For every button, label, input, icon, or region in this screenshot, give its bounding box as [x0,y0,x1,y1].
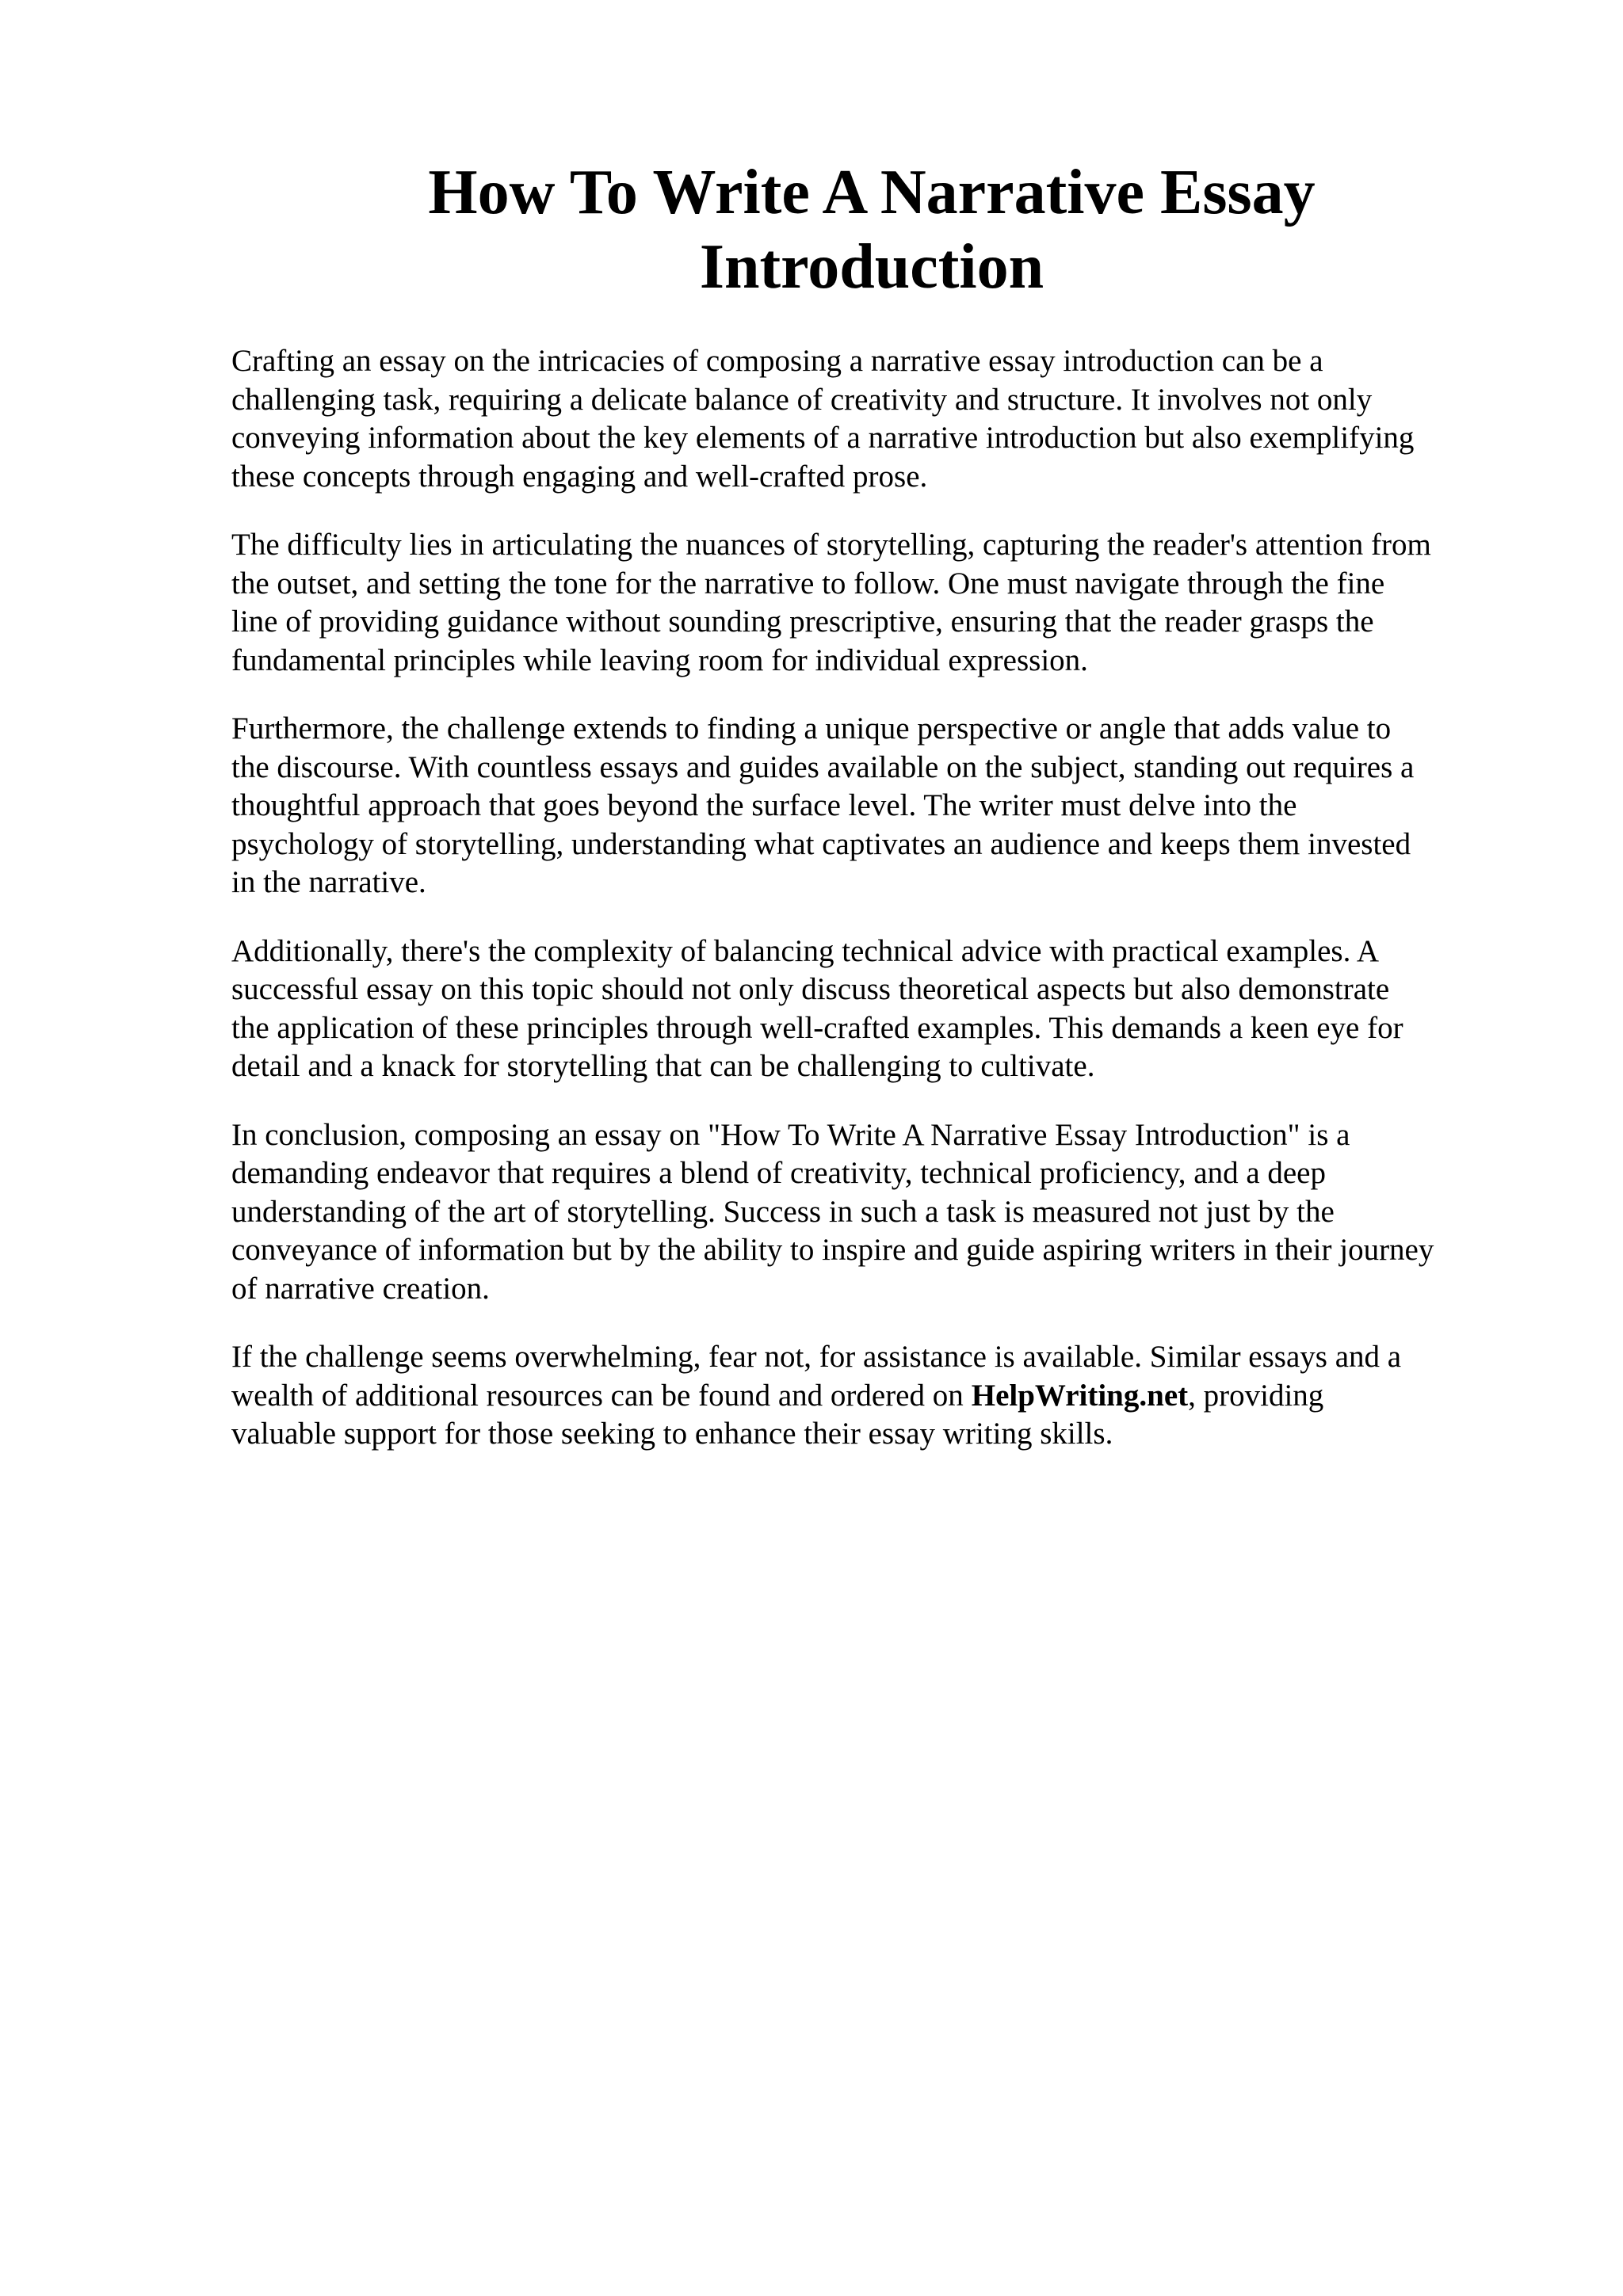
text-line: in the narrative. [231,865,426,899]
text-line: Crafting an essay on the intricacies of composing a narrative essay introduction can be a [231,344,1323,378]
text-line: of narrative creation. [231,1271,490,1306]
paragraph-6 [231,1338,1523,1454]
text-line: Furthermore, the challenge extends to finding a unique perspective or angle that adds value to [231,711,1392,746]
document-title [230,155,1514,304]
text-line: psychology of storytelling, understanding what captivates an audience and keeps them invested [231,826,1411,861]
title-line: Introduction [699,232,1044,302]
paragraph-2 [231,526,1523,680]
text-line: valuable support for those seeking to enhance their essay writing skills. [231,1417,1113,1451]
paragraph-5 [231,1116,1523,1309]
text-line: Additionally, there's the complexity of balancing technical advice with practical examples. A [231,933,1380,968]
text-line: If the challenge seems overwhelming, fear not, for assistance is available. Similar essays and a [231,1340,1402,1374]
text-line: understanding of the art of storytelling. Success in such a task is measured not just by the [231,1194,1335,1229]
text-line: demanding endeavor that requires a blend of creativity, technical proficiency, and a deep [231,1156,1326,1190]
text-line: detail and a knack for storytelling that can be challenging to cultivate. [231,1049,1095,1083]
text-line: challenging task, requiring a delicate balance of creativity and structure. It involves not only [231,382,1373,417]
title-line: How To Write A Narrative Essay [428,158,1316,227]
helpwriting-link[interactable]: HelpWriting.net [971,1378,1189,1413]
text-line: thoughtful approach that goes beyond the surface level. The writer must delve into the [231,788,1297,822]
text-line: these concepts through engaging and well-crafted prose. [231,459,928,494]
document-body [231,342,1523,1484]
paragraph-1 [231,342,1523,496]
text-line: successful essay on this topic should not only discuss theoretical aspects but also demonstrate [231,972,1390,1006]
text-fragment: , providing [1188,1378,1324,1413]
text-line: line of providing guidance without sounding prescriptive, ensuring that the reader grasps the [231,605,1374,639]
text-line: the discourse. With countless essays and guides available on the subject, standing out requires a [231,749,1415,784]
text-line-with-link [231,1377,1523,1416]
text-line: the outset, and setting the tone for the narrative to follow. One must navigate through the fine [231,566,1385,601]
text-line: The difficulty lies in articulating the nuances of storytelling, capturing the reader's attention from [231,528,1431,562]
paragraph-3 [231,710,1523,902]
text-fragment: wealth of additional resources can be found and ordered on [231,1378,964,1413]
paragraph-4 [231,933,1523,1086]
text-line: conveying information about the key elements of a narrative introduction but also exemplifying [231,421,1415,455]
text-line: the application of these principles through well-crafted examples. This demands a keen eye for [231,1010,1403,1045]
text-line: fundamental principles while leaving room for individual expression. [231,643,1088,677]
text-line: In conclusion, composing an essay on "How To Write A Narrative Essay Introduction" is a [231,1117,1350,1152]
text-line: conveyance of information but by the ability to inspire and guide aspiring writers in their journey [231,1233,1434,1267]
